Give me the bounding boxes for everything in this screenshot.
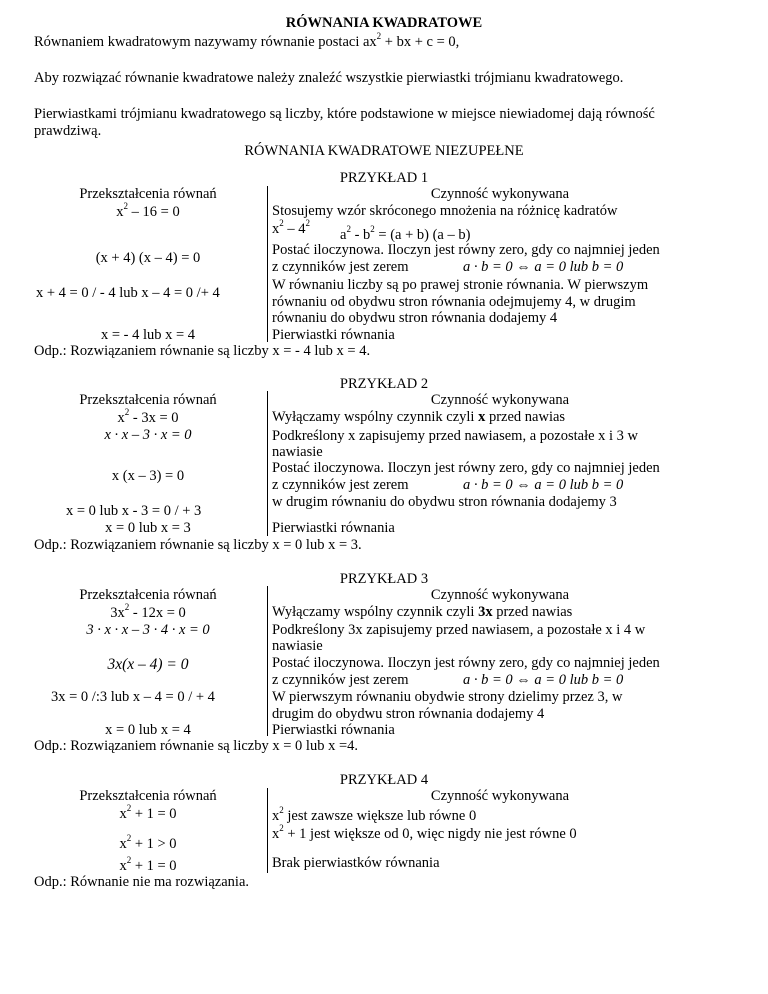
ex2-step3: x (x – 3) = 0 [111,468,185,484]
ex3-step4: 3x = 0 /:3 lub x – 4 = 0 / + 4 [51,689,215,705]
ex1-step2: (x + 4) (x – 4) = 0 [95,250,201,266]
ex4-answer: Odp.: Równanie nie ma rozwiązania. [34,874,250,890]
definition-line [34,31,460,50]
ex2-step5: x = 0 lub x = 3 [105,520,191,536]
ex2-action3: Postać iloczynowa. Iloczyn jest równy zero, gdy co najmniej jeden [272,460,660,476]
ex2-answer: Odp.: Rozwiązaniem równanie są liczby x = 0 lub x = 3. [34,537,362,553]
ex1-zero-product-rule: a · b = 0 ⇔ a = 0 lub b = 0 [463,259,624,275]
col-right-header: Czynność wykonywana [430,788,570,804]
ex3-action4: W pierwszym równaniu obydwie strony dzielimy przez 3, w [272,689,623,705]
ex4-action1: $x^2$ jest zawsze większe lub równe 0 [272,805,477,824]
page-title: RÓWNANIA KWADRATOWE [285,15,483,31]
col-right-header: Czynność wykonywana [430,392,570,408]
ex1-action3: W równaniu liczby są po prawej stronie równania. W pierwszym [272,277,649,293]
example-1-title: PRZYKŁAD 1 [339,170,429,186]
ex2-step1: $x^2 - 3x = 0$ [117,407,179,426]
ex1-step4: x = - 4 lub x = 4 [100,327,196,343]
definition-text-end: + bx + c = 0, [384,34,460,50]
ex1-formula-diff-squares: $a^2 - b^2 = (a + b)$ (a – b) [340,224,471,243]
example-4-title: PRZYKŁAD 4 [339,772,429,788]
ex1-action3b: równaniu od obydwu stron równania odejmujemy 4, w drugim [272,294,636,310]
ex1-action2b: z czynników jest zerem [272,259,409,275]
ex2-action3b: z czynników jest zerem [272,477,409,493]
ex3-action4b: drugim do obydwu stron równania dodajemy 4 [272,706,545,722]
ex2-action4: w drugim równaniu do obydwu stron równania dodajemy 3 [272,494,617,510]
ex1-action2: Postać iloczynowa. Iloczyn jest równy zero, gdy co najmniej jeden [272,242,660,258]
ex1-formula: $x^2 - 4^2$ [272,218,310,237]
ex3-action2b: nawiasie [272,638,323,654]
ex1-action3c: równaniu do obydwu stron równania dodajemy 4 [272,310,558,326]
ex2-step2: x · x – 3 · x = 0 [104,427,192,443]
ex4-step2: $x^2 + 1 > 0$ [119,833,177,852]
ex2-zero-product-rule: a · b = 0 ⇔ a = 0 lub b = 0 [463,477,624,493]
column-divider [267,186,268,342]
ex3-step1: $3x^2 - 12x = 0$ [110,602,186,621]
ex4-step1: $x^2 + 1 = 0$ [119,803,177,822]
col-right-header: Czynność wykonywana [430,587,570,603]
column-divider [267,391,268,536]
ex3-action3b: z czynników jest zerem [272,672,409,688]
ex4-action3: Brak pierwiastków równania [272,855,440,871]
definition-text: Równaniem kwadratowym nazywamy równanie postaci ax [34,34,377,50]
column-divider [267,586,268,736]
ex4-step3: $x^2 + 1 = 0$ [119,855,177,874]
ex3-action2: Podkreślony 3x zapisujemy przed nawiasem, a pozostałe x i 4 w [272,622,646,638]
roots-paragraph-line1: Pierwiastkami trójmianu kwadratowego są liczby, które podstawione w miejsce niewiadomej dają równość [34,106,655,122]
ex3-zero-product-rule: a · b = 0 ⇔ a = 0 lub b = 0 [463,672,624,688]
ex1-step1: $x^2 - 16 = 0$ [116,201,180,220]
ex3-step3: 3x(x – 4) = 0 [107,656,189,673]
ex1-action4: Pierwiastki równania [272,327,395,343]
ex1-action1: Stosujemy wzór skróconego mnożenia na różnicę kadratów [272,203,618,219]
ex2-action1: Wyłączamy wspólny czynnik czyli x przed nawias [272,409,566,425]
solve-paragraph: Aby rozwiązać równanie kwadratowe należy znaleźć wszystkie pierwiastki trójmianu kwadratowego. [34,70,624,86]
ex1-answer: Odp.: Rozwiązaniem równanie są liczby x = - 4 lub x = 4. [34,343,371,359]
column-divider [267,788,268,873]
example-2-title: PRZYKŁAD 2 [339,376,429,392]
ex2-action2: Podkreślony x zapisujemy przed nawiasem, a pozostałe x i 3 w [272,428,639,444]
col-left-header: Przekształcenia równań [79,587,217,603]
col-right-header: Czynność wykonywana [430,186,570,202]
ex3-action3: Postać iloczynowa. Iloczyn jest równy zero, gdy co najmniej jeden [272,655,660,671]
ex2-action5: Pierwiastki równania [272,520,395,536]
ex2-step4: x = 0 lub x - 3 = 0 / + 3 [66,503,202,519]
example-3-title: PRZYKŁAD 3 [339,571,429,587]
ex3-answer: Odp.: Rozwiązaniem równanie są liczby x = 0 lub x =4. [34,738,358,754]
roots-paragraph-line2: prawdziwą. [34,123,102,139]
ex3-action5: Pierwiastki równania [272,722,395,738]
ex3-step2: 3 · x · x – 3 · 4 · x = 0 [86,622,210,638]
ex3-action1: Wyłączamy wspólny czynnik czyli 3x przed nawias [272,604,573,620]
ex1-step3: x + 4 = 0 / - 4 lub x – 4 = 0 /+ 4 [36,285,220,301]
ex3-step5: x = 0 lub x = 4 [105,722,191,738]
section-subtitle: RÓWNANIA KWADRATOWE NIEZUPEŁNE [244,143,524,159]
ex2-action2b: nawiasie [272,444,323,460]
ex4-action2: $x^2 + 1$ jest większe od 0, więc nigdy nie jest równe 0 [272,823,577,842]
col-left-header: Przekształcenia równań [79,186,217,202]
exponent: 2 [376,31,382,41]
col-left-header: Przekształcenia równań [79,788,217,804]
col-left-header: Przekształcenia równań [79,392,217,408]
